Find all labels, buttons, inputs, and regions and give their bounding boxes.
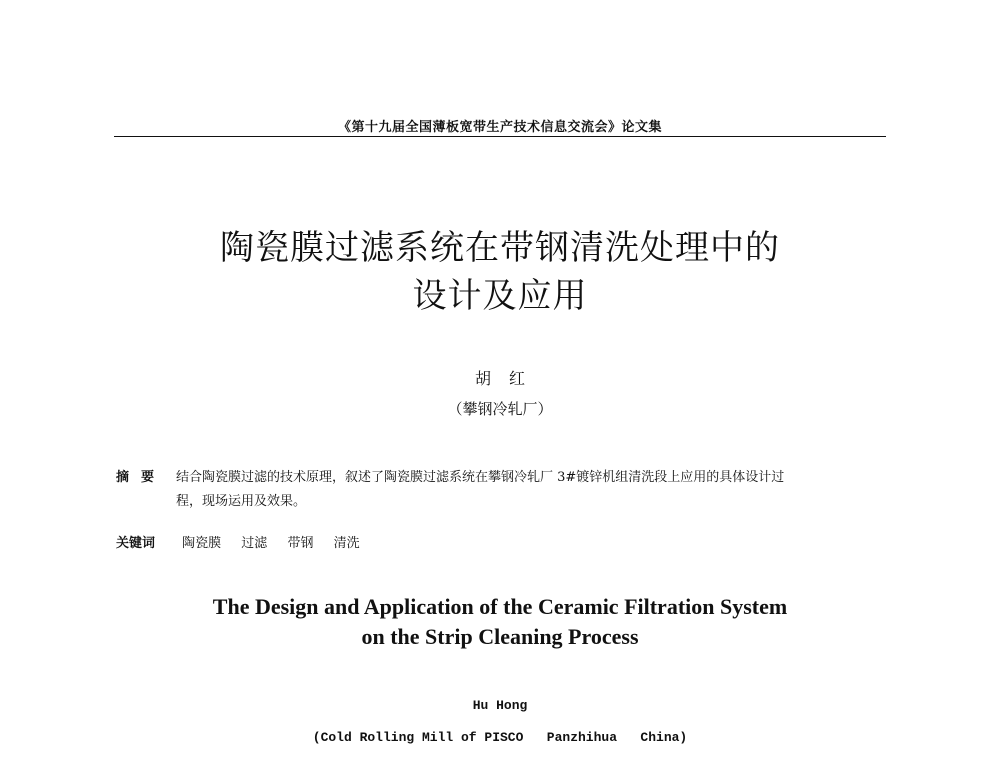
title-english-line-1: The Design and Application of the Ceramic Filtration System <box>212 594 788 619</box>
title-chinese-line-2: 设计及应用 <box>412 276 588 316</box>
keyword-item: 过滤 <box>241 536 268 551</box>
keyword-item: 陶瓷膜 <box>182 536 222 551</box>
abstract <box>116 466 896 514</box>
abstract-text-1: 结合陶瓷膜过滤的技术原理，叙述了陶瓷膜过滤系统在攀钢冷轧厂 3#镀锌机组清洗段上应用的具体设计过 <box>176 470 785 485</box>
running-header: 《第十九届全国薄板宽带生产技术信息交流会》论文集 <box>337 120 662 135</box>
abstract-line-1 <box>116 466 896 490</box>
title-english <box>0 592 1000 652</box>
title-chinese <box>0 224 1000 320</box>
abstract-label: 摘要 <box>116 470 167 485</box>
author-chinese: 胡红 <box>474 369 543 388</box>
keywords <box>116 534 376 554</box>
author-english: Hu Hong <box>472 698 528 713</box>
header-rule <box>114 136 886 137</box>
keyword-item: 带钢 <box>287 536 314 551</box>
keyword-item: 清洗 <box>333 536 360 551</box>
affiliation-english: (Cold Rolling Mill of PISCO Panzhihua China) <box>312 730 688 745</box>
keywords-label: 关键词 <box>116 536 156 551</box>
title-chinese-line-1: 陶瓷膜过滤系统在带钢清洗处理中的 <box>220 228 780 268</box>
abstract-line-2: 程，现场运用及效果。 <box>176 494 307 509</box>
affiliation-chinese: （攀钢冷轧厂） <box>447 400 553 418</box>
title-english-line-2: on the Strip Cleaning Process <box>361 624 639 649</box>
